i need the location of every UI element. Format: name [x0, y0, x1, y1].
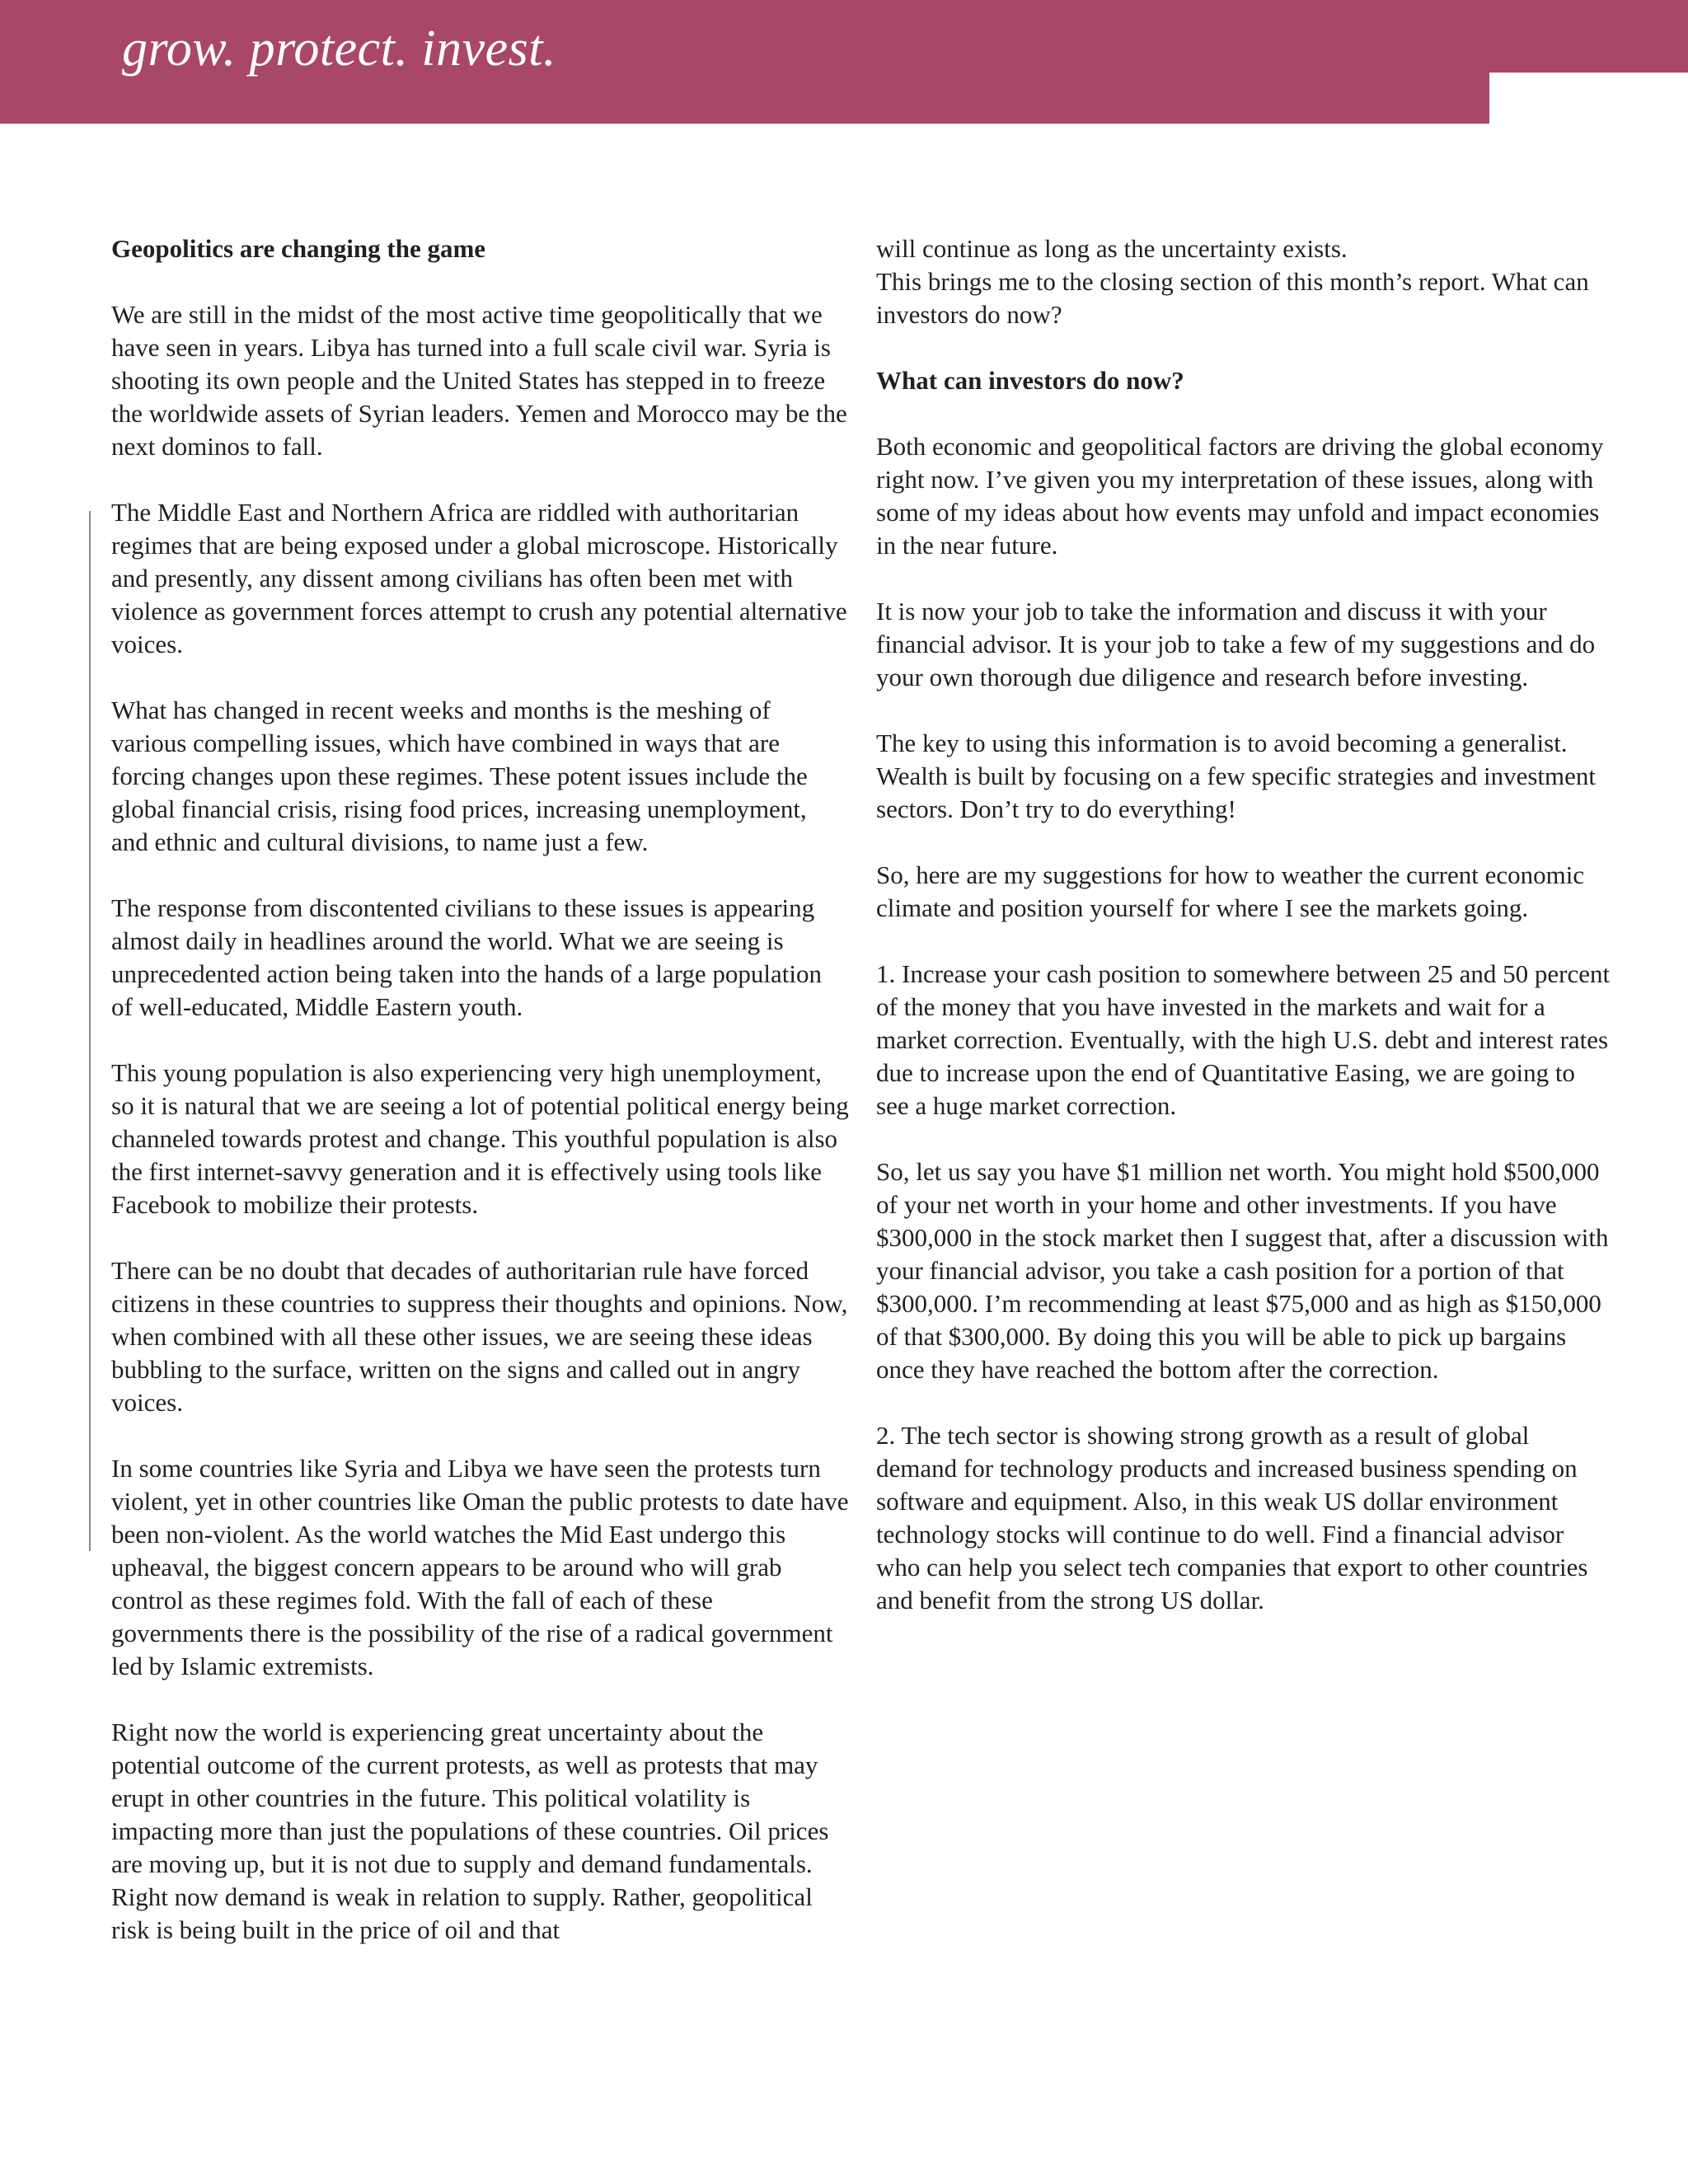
list-item-suggestion: 2. The tech sector is showing strong growth as a result of global demand for technology products and increased business spending on software and equipment. Also, in this weak US dollar environment technology stocks will continue to do well. Find a financial advisor who can help you select tech companies that export to other countries and benefit from the strong US dollar.	[876, 1421, 1588, 1615]
paragraph: There can be no doubt that decades of authoritarian rule have forced citizens in these countries to suppress their thoughts and opinions. Now, when combined with all these other issues, we are seeing these ideas bubbling to the surface, written on the signs and called out in angry voices.	[111, 1256, 848, 1417]
paragraph: In some countries like Syria and Libya we have seen the protests turn violent, yet in other countries like Oman the public protests to date have been non-violent. As the world watches the Mid East undergo this upheaval, the biggest concern appears to be around who will grab control as these regimes fold. With the fall of each of these governments there is the possibility of the rise of a radical government led by Islamic extremists.	[111, 1454, 849, 1680]
header-notch	[1489, 73, 1688, 124]
paragraph: The Middle East and Northern Africa are riddled with authoritarian regimes that are being exposed under a global microscope. Historically and presently, any dissent among civilians has often been met with violence as government forces attempt to crush any potential alternative voices.	[111, 498, 847, 658]
paragraph: So, let us say you have $1 million net worth. You might hold $500,000 of your net worth in your home and other investments. If you have $300,000 in the stock market then I suggest that, after a discussion with your financial advisor, you take a cash position for a portion of that $300,000. I’m recommending at least $75,000 and as high as $150,000 of that $300,000. By doing this you will be able to pick up bargains once they have reached the bottom after the correction.	[876, 1157, 1609, 1384]
continuation-text: will continue as long as the uncertainty exists.	[876, 234, 1348, 263]
page-tagline: grow. protect. invest.	[122, 21, 557, 77]
right-column	[876, 232, 1614, 1617]
paragraph: What has changed in recent weeks and months is the meshing of various compelling issues, which have combined in ways that are forcing changes upon these regimes. These potent issues include the global financial crisis, rising food prices, increasing unemployment, and ethnic and cultural divisions, to name just a few.	[111, 696, 808, 856]
left-column	[111, 232, 849, 1947]
paragraph: The key to using this information is to avoid becoming a generalist. Wealth is built by focusing on a few specific strategies and investment sectors. Don’t try to do everything!	[876, 729, 1597, 823]
paragraph: This brings me to the closing section of this month’s report. What can investors do now?	[876, 267, 1589, 329]
section-heading-investors: What can investors do now?	[876, 366, 1184, 395]
paragraph: The response from discontented civilians to these issues is appearing almost daily in headlines around the world. What we are seeing is unprecedented action being taken into the hands of a large population of well-educated, Middle Eastern youth.	[111, 893, 822, 1021]
section-heading-geopolitics: Geopolitics are changing the game	[111, 234, 486, 263]
paragraph: This young population is also experiencing very high unemployment, so it is natural that we are seeing a lot of potential political energy being channeled towards protest and change. This youthful population is also the first internet-savvy generation and it is effectively using tools like Facebook to mobilize their protests.	[111, 1058, 849, 1219]
side-rule-divider	[89, 511, 91, 1551]
paragraph: It is now your job to take the information and discuss it with your financial advisor. It is your job to take a few of my suggestions and do your own thorough due diligence and research before investing.	[876, 597, 1596, 691]
paragraph: Both economic and geopolitical factors are driving the global economy right now. I’ve given you my interpretation of these issues, along with some of my ideas about how events may unfold and impact economies in the near future.	[876, 432, 1604, 560]
paragraph: So, here are my suggestions for how to weather the current economic climate and position yourself for where I see the markets going.	[876, 860, 1585, 922]
list-item-suggestion: 1. Increase your cash position to somewhere between 25 and 50 percent of the money that you have invested in the markets and wait for a market correction. Eventually, with the high U.S. debt and interest rates due to increase upon the end of Quantitative Easing, we are going to see a huge market correction.	[876, 959, 1611, 1120]
paragraph: Right now the world is experiencing great uncertainty about the potential outcome of the current protests, as well as protests that may erupt in other countries in the future. This political volatility is impacting more than just the populations of these countries. Oil prices are moving up, but it is not due to supply and demand fundamentals. Right now demand is weak in relation to supply. Rather, geopolitical risk is being built in the price of oil and that	[111, 1718, 829, 1944]
paragraph: We are still in the midst of the most active time geopolitically that we have seen in years. Libya has turned into a full scale civil war. Syria is shooting its own people and the United States has stepped in to freeze the worldwide assets of Syrian leaders. Yemen and Morocco may be the next dominos to fall.	[111, 300, 847, 461]
